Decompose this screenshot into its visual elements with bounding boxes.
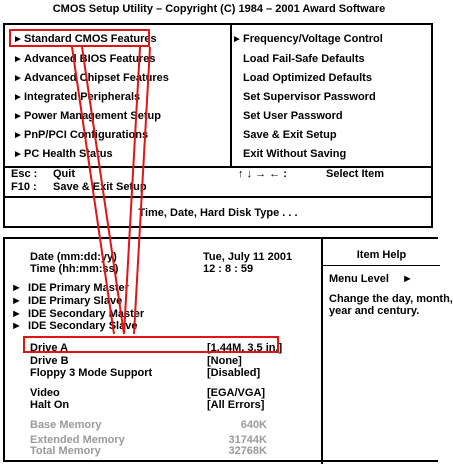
item-help-title: Item Help — [356, 249, 407, 261]
menu-item-advanced-chipset-features[interactable] — [13, 71, 169, 86]
hint-nav-arrows: ↑ ↓ → ← : — [238, 168, 287, 180]
menu-item-load-fail-safe-defaults[interactable]: Load Fail-Safe Defaults — [243, 53, 365, 65]
drive-b-value[interactable]: [None] — [207, 355, 242, 367]
halt-on-value[interactable]: [All Errors] — [207, 399, 265, 411]
arrow-right-icon: ► — [11, 282, 22, 294]
drive-b-label: Drive B — [30, 355, 69, 367]
menu-item-label: Advanced Chipset Features — [24, 72, 169, 84]
main-menu-panel — [3, 23, 433, 228]
ide-secondary-master[interactable] — [11, 308, 144, 320]
total-memory-label: Total Memory — [30, 445, 101, 457]
hint-nav-action: Select Item — [326, 168, 385, 180]
date-label: Date (mm:dd:yy) — [30, 251, 117, 263]
window-title: CMOS Setup Utility – Copyright (C) 1984 – 2001 Award Software — [52, 3, 386, 15]
help-text-line-2: year and century. — [329, 305, 420, 317]
arrow-right-icon: ► — [13, 149, 23, 160]
video-value[interactable]: [EGA/VGA] — [207, 387, 266, 399]
time-value[interactable]: 12 : 8 : 59 — [203, 263, 254, 275]
base-memory-value: 640K — [240, 419, 267, 431]
menu-item-pc-health-status[interactable] — [13, 147, 113, 162]
menu-item-pnp-pci-configurations[interactable] — [13, 128, 148, 143]
menu-level-label: Menu Level — [329, 273, 389, 285]
item-description: Time, Date, Hard Disk Type . . . — [138, 207, 298, 219]
floppy-mode-value[interactable]: [Disabled] — [207, 367, 261, 379]
ide-label: IDE Primary Master — [28, 282, 129, 294]
menu-item-frequency-voltage-control[interactable] — [232, 32, 383, 47]
menu-item-label: PC Health Status — [24, 148, 113, 160]
menu-item-advanced-bios-features[interactable] — [13, 52, 155, 67]
halt-on-label: Halt On — [30, 399, 70, 411]
arrow-right-icon: ► — [11, 320, 22, 332]
video-label: Video — [30, 387, 60, 399]
ide-label: IDE Primary Slave — [28, 295, 123, 307]
total-memory-value: 32768K — [228, 445, 267, 457]
extended-memory-label: Extended Memory — [30, 434, 125, 446]
time-label: Time (hh:mm:ss) — [30, 263, 119, 275]
highlight-standard-cmos-features — [9, 29, 150, 47]
arrow-right-icon: ► — [13, 111, 23, 122]
menu-item-load-optimized-defaults[interactable]: Load Optimized Defaults — [243, 72, 372, 84]
menu-item-set-user-password[interactable]: Set User Password — [243, 110, 343, 122]
arrow-right-icon: ► — [11, 308, 22, 320]
base-memory-label: Base Memory — [30, 419, 102, 431]
hint-esc-action: Quit — [53, 168, 75, 180]
drive-a-value[interactable]: [1.44M, 3.5 in.] — [207, 342, 283, 354]
floppy-mode-label: Floppy 3 Mode Support — [30, 367, 153, 379]
ide-secondary-slave[interactable] — [11, 320, 137, 332]
arrow-right-icon: ► — [13, 73, 23, 84]
menu-item-save-exit-setup[interactable]: Save & Exit Setup — [243, 129, 337, 141]
menu-level-arrow-icon: ► — [402, 273, 413, 285]
menu-divider-2 — [5, 196, 431, 198]
menu-item-label: Frequency/Voltage Control — [243, 33, 383, 45]
menu-item-label: Power Management Setup — [24, 110, 161, 122]
menu-item-integrated-peripherals[interactable] — [13, 90, 140, 105]
highlight-drive-a — [23, 336, 279, 353]
menu-item-exit-without-saving[interactable]: Exit Without Saving — [243, 148, 347, 160]
ide-label: IDE Secondary Slave — [28, 320, 138, 332]
help-divider — [323, 265, 440, 266]
hint-f10-key: F10 : — [11, 181, 37, 193]
drive-a-label: Drive A — [30, 342, 69, 354]
help-column-divider — [321, 239, 323, 464]
arrow-right-icon: ► — [13, 34, 23, 45]
arrow-right-icon: ► — [232, 34, 242, 45]
ide-label: IDE Secondary Master — [28, 308, 145, 320]
hint-f10-action: Save & Exit Setup — [53, 181, 147, 193]
menu-item-power-management-setup[interactable] — [13, 109, 161, 124]
menu-item-label: Integrated Peripherals — [24, 91, 141, 103]
menu-item-label: PnP/PCI Configurations — [24, 129, 149, 141]
menu-item-set-supervisor-password[interactable]: Set Supervisor Password — [243, 91, 376, 103]
arrow-right-icon: ► — [13, 54, 23, 65]
arrow-right-icon: ► — [11, 295, 22, 307]
arrow-right-icon: ► — [13, 130, 23, 141]
hint-esc-key: Esc : — [11, 168, 38, 180]
arrow-right-icon: ► — [13, 92, 23, 103]
ide-primary-slave[interactable] — [11, 295, 122, 307]
help-text-line-1: Change the day, month, — [329, 293, 453, 305]
menu-item-label: Advanced BIOS Features — [24, 53, 156, 65]
ide-primary-master[interactable] — [11, 282, 129, 294]
extended-memory-value: 31744K — [228, 434, 267, 446]
menu-item-label: Standard CMOS Features — [24, 33, 157, 45]
date-value[interactable]: Tue, July 11 2001 — [203, 251, 293, 263]
